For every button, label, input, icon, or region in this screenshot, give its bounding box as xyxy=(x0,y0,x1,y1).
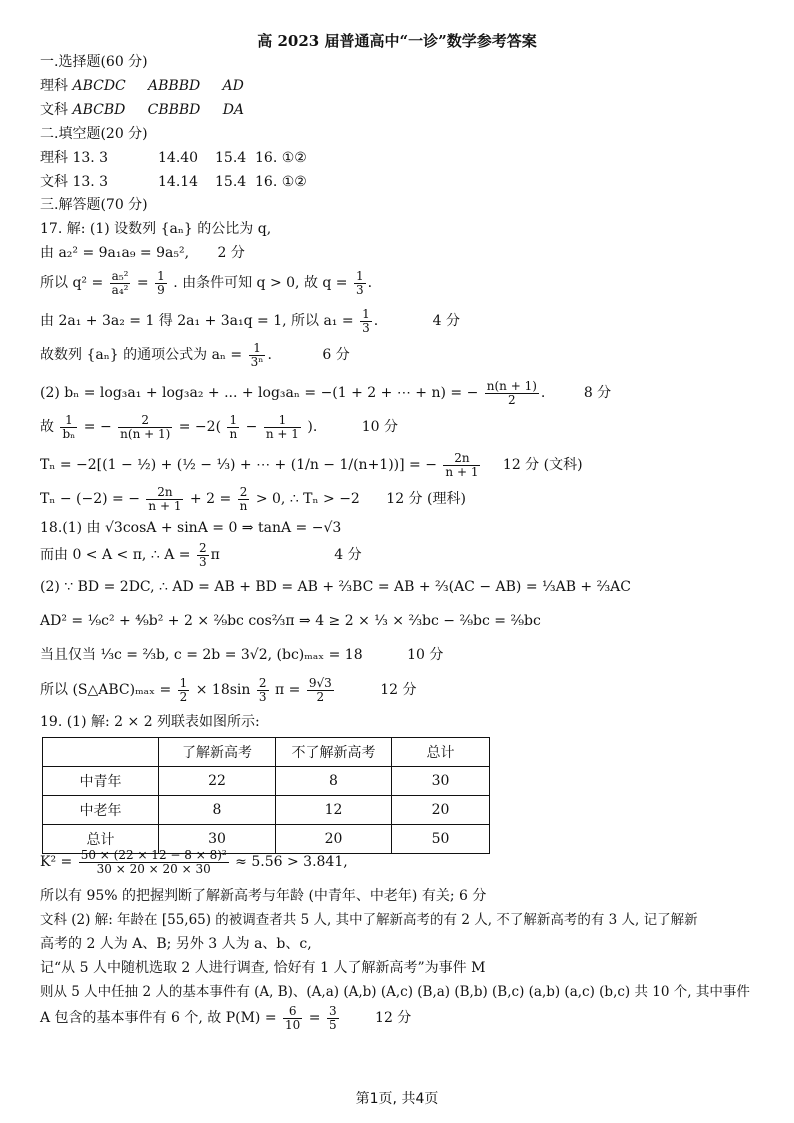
denominator: 3 xyxy=(198,554,207,569)
text: ≈ 5.56 > 3.841, xyxy=(235,854,348,870)
denominator: 2 xyxy=(316,689,325,704)
denominator: n xyxy=(229,426,238,441)
denominator: 30 × 20 × 20 × 30 xyxy=(96,861,211,876)
score: 8 分 xyxy=(583,385,612,401)
fraction xyxy=(307,677,334,704)
numerator: 2 xyxy=(258,675,267,690)
numerator: 1 xyxy=(179,675,188,690)
denominator: 10 xyxy=(285,1017,301,1032)
fraction xyxy=(197,542,209,569)
score: 12 分 (理科) xyxy=(386,491,466,507)
fraction xyxy=(354,270,366,297)
text: π xyxy=(210,547,220,563)
score: 12 分 (文科) xyxy=(502,457,583,473)
fraction xyxy=(155,270,167,297)
q19-line-2: 所以有 95% 的把握判断了解新高考与年龄 (中青年、中老年) 有关; 6 分 xyxy=(40,888,487,904)
table-cell: 20 xyxy=(276,825,392,854)
fraction xyxy=(60,414,77,441)
fraction xyxy=(443,452,480,479)
numerator: 2n xyxy=(146,486,183,500)
q17-line-8 xyxy=(40,450,583,480)
numerator: 2 xyxy=(238,486,250,500)
text: − xyxy=(245,419,258,435)
q17-line-6: (2) bₙ = log₃a₁ + log₃a₂ + ... + log₃aₙ = −(1 + 2 + ⋯ + n) = − $\frac{n(n + 1)}{2}$ . 8 分 xyxy=(40,378,612,407)
text: = − xyxy=(83,419,112,435)
score: 2 分 xyxy=(217,245,245,261)
q19-line-6: 则从 5 人中任抽 2 人的基本事件有 (A, B)、(A,a) (A,b) (A,c) (B,a) (B,b) (B,c) (a,b) (a,c) (b,c) 共 10 个, 其中事件 xyxy=(40,984,750,1000)
table-cell: 8 xyxy=(159,796,276,825)
table-row xyxy=(43,796,490,825)
fraction xyxy=(118,414,172,441)
denominator: 3 xyxy=(258,689,267,704)
text: A 包含的基本事件有 6 个, 故 P(M) = xyxy=(40,1010,277,1026)
score: 4 分 xyxy=(334,547,362,563)
numerator: 9√3 xyxy=(308,675,332,690)
denominator: n xyxy=(239,498,248,513)
text: (2) bₙ = log₃a₁ + log₃a₂ + ... + log₃aₙ = −(1 + 2 + ⋯ + n) = − xyxy=(40,385,479,401)
numerator: n(n + 1) xyxy=(486,378,537,393)
denominator: n(n + 1) xyxy=(120,426,171,441)
denominator: 2 xyxy=(508,392,516,407)
numerator: 6 xyxy=(283,1005,302,1019)
text: 而由 0 < A < π, ∴ A = xyxy=(40,547,191,563)
text: 当且仅当 ⅓c = ⅔b, c = 2b = 3√2, (bc)ₘₐₓ = 18 xyxy=(40,647,363,663)
q17-line-1: 17. 解: (1) 设数列 {aₙ} 的公比为 q, xyxy=(40,221,272,237)
answer-group: AD xyxy=(222,78,244,94)
score: 12 分 xyxy=(380,682,417,698)
table-cell: 中老年 xyxy=(43,796,159,825)
denominator: 3 xyxy=(362,320,370,335)
answer-group: CBBBD xyxy=(147,102,201,118)
text: ). xyxy=(307,419,318,435)
numerator: 1 xyxy=(157,268,165,283)
denominator: bₙ xyxy=(62,426,76,441)
table-header-row xyxy=(43,738,490,767)
q19-line-1: 19. (1) 解: 2 × 2 列联表如图所示: xyxy=(40,714,260,730)
text: = xyxy=(308,1010,321,1026)
q17-line-2 xyxy=(40,244,245,262)
numerator: 2 xyxy=(118,414,172,428)
q18-line-1: 18.(1) 由 √3cosA + sinA = 0 ⇒ tanA = −√3 xyxy=(40,520,342,536)
fraction xyxy=(264,414,301,441)
fraction xyxy=(178,677,190,704)
table-row xyxy=(43,767,490,796)
text: > 0, ∴ Tₙ > −2 xyxy=(255,491,360,507)
denominator: 9 xyxy=(157,282,165,297)
fill-answers-li xyxy=(40,149,307,167)
text: 故数列 {aₙ} 的通项公式为 aₙ = xyxy=(40,347,243,363)
numerator: 1 xyxy=(60,414,77,428)
text: 所以 (S△ABC)ₘₐₓ = xyxy=(40,682,172,698)
fraction xyxy=(249,342,266,369)
q17-line-9 xyxy=(40,484,466,514)
answer-group: DA xyxy=(222,102,245,118)
score: 12 分 xyxy=(375,1010,412,1026)
table-cell: 不了解新高考 xyxy=(276,738,392,767)
text: Tₙ = −2[(1 − ½) + (½ − ⅓) + ⋯ + (1/n − 1/(n+1))] = − xyxy=(40,457,437,473)
answer-group: ABCDC xyxy=(72,78,126,94)
denominator: n + 1 xyxy=(445,464,479,479)
table-cell: 了解新高考 xyxy=(159,738,276,767)
answer: 16. ①② xyxy=(255,174,307,190)
q18-line-4: AD² = ¹⁄₉c² + ⁴⁄₉b² + 2 × ²⁄₉bc cos⅔π ⇒ 4 ≥ 2 × ⅓ × ⅔bc − ²⁄₉bc = ²⁄₉bc xyxy=(40,613,541,629)
text: 由 2a₁ + 3a₂ = 1 得 2a₁ + 3a₁q = 1, 所以 a₁ = xyxy=(40,313,354,329)
text: K² = xyxy=(40,854,73,870)
answer: 16. ①② xyxy=(255,150,307,166)
numerator: 1 xyxy=(362,306,370,321)
score: 4 分 xyxy=(432,313,460,329)
q17-line-5: 故数列 {aₙ} 的通项公式为 aₙ = $\frac{1}{\text{3ⁿ}}$ . 6 分 xyxy=(40,340,350,369)
section-heading-fill: 二.填空题(20 分) xyxy=(40,126,148,142)
denominator: a₄² xyxy=(111,282,129,297)
text: = −2( xyxy=(178,419,222,435)
fraction xyxy=(283,1005,302,1032)
fraction xyxy=(360,308,372,335)
text: 故 xyxy=(40,419,54,435)
answer: 15.4 xyxy=(215,174,247,190)
answer: 理科 13. 3 xyxy=(40,150,109,166)
page-title: 高 2023 届普通高中“一诊”数学参考答案 xyxy=(257,32,537,50)
q18-line-2 xyxy=(40,540,362,570)
table-cell: 20 xyxy=(392,796,490,825)
q19-line-5: 记“从 5 人中随机选取 2 人进行调查, 恰好有 1 人了解新高考”为事件 M xyxy=(40,960,486,976)
label: 理科 xyxy=(40,78,68,94)
text: = xyxy=(136,275,149,291)
numerator: 2 xyxy=(198,540,207,555)
q18-line-5 xyxy=(40,646,443,664)
numerator: 1 xyxy=(249,342,266,356)
text: . 由条件可知 q > 0, 故 q = xyxy=(173,275,348,291)
k2-formula xyxy=(40,846,348,878)
q17-line-3: 所以 q² = $\frac{\text{a₅²}}{\text{a₄²}}$ = $\frac{1}{9}$ . 由条件可知 q > 0, 故 q = $\frac{1}{3}$ . xyxy=(40,268,373,297)
table-cell xyxy=(43,738,159,767)
q19-line-7 xyxy=(40,1002,411,1034)
page-footer: 第1页, 共4页 xyxy=(355,1091,439,1107)
numerator: a₅² xyxy=(111,268,129,283)
denominator: 5 xyxy=(328,1017,337,1032)
numerator: 2n xyxy=(443,452,480,466)
fraction xyxy=(79,849,229,876)
answer: 14.14 xyxy=(158,174,199,190)
fraction xyxy=(238,486,250,513)
choice-answers-li xyxy=(40,77,244,95)
denominator: 2 xyxy=(179,689,188,704)
numerator: 1 xyxy=(264,414,301,428)
denominator: 3 xyxy=(355,282,364,297)
table-cell: 中青年 xyxy=(43,767,159,796)
text: 所以 q² = xyxy=(40,275,104,291)
text: Tₙ − (−2) = − xyxy=(40,491,140,507)
score: 6 分 xyxy=(322,347,350,363)
answer: 15.4 xyxy=(215,150,247,166)
table-cell: 总计 xyxy=(43,825,159,854)
fraction xyxy=(227,414,239,441)
score: 10 分 xyxy=(407,647,444,663)
table-cell: 50 xyxy=(392,825,490,854)
numerator: 3 xyxy=(328,1003,337,1018)
table-cell: 8 xyxy=(276,767,392,796)
q18-line-3: (2) ∵ BD = 2DC, ∴ AD = AB + BD = AB + ⅔BC = AB + ⅔(AC − AB) = ⅓AB + ⅔AC xyxy=(40,579,632,595)
denominator: n + 1 xyxy=(148,498,182,513)
text: × 18sin xyxy=(195,682,251,698)
q19-line-3: 文科 (2) 解: 年龄在 [55,65) 的被调查者共 5 人, 其中了解新高考的有 2 人, 不了解新高考的有 3 人, 记了解新 xyxy=(40,912,698,928)
text: π = xyxy=(274,682,301,698)
denominator: 3ⁿ xyxy=(250,354,264,369)
numerator: 50 × (22 × 12 − 8 × 8)² xyxy=(80,847,227,862)
score: 10 分 xyxy=(361,419,398,435)
answer: 14.40 xyxy=(158,150,199,166)
text: + 2 = xyxy=(189,491,232,507)
table-cell: 总计 xyxy=(392,738,490,767)
numerator: 1 xyxy=(355,268,364,283)
denominator: n + 1 xyxy=(265,426,299,441)
q19-line-4: 高考的 2 人为 A、B; 另外 3 人为 a、b、c, xyxy=(40,936,312,952)
q17-line-4: 由 2a₁ + 3a₂ = 1 得 2a₁ + 3a₁q = 1, 所以 a₁ = $\frac{1}{3}$ . 4 分 xyxy=(40,306,460,335)
answer-group: ABBBD xyxy=(148,78,201,94)
fraction xyxy=(257,677,269,704)
section-heading-choice: 一.选择题(60 分) xyxy=(40,54,148,70)
answer-group: ABCBD xyxy=(72,102,126,118)
choice-answers-wen xyxy=(40,101,244,119)
label: 文科 xyxy=(40,102,68,118)
table-cell: 30 xyxy=(159,825,276,854)
fraction xyxy=(146,486,183,513)
q18-line-6 xyxy=(40,674,416,706)
table-cell: 30 xyxy=(392,767,490,796)
section-heading-solve: 三.解答题(70 分) xyxy=(40,197,148,213)
fraction xyxy=(110,270,131,297)
fraction xyxy=(327,1005,339,1032)
formula: 由 a₂² = 9a₁a₉ = 9a₅², xyxy=(40,245,190,261)
table-cell: 22 xyxy=(159,767,276,796)
q17-line-7 xyxy=(40,412,398,442)
answer: 文科 13. 3 xyxy=(40,174,109,190)
fill-answers-wen xyxy=(40,173,307,191)
numerator: 1 xyxy=(227,414,239,428)
contingency-table xyxy=(42,737,490,854)
table-cell: 12 xyxy=(276,796,392,825)
fraction xyxy=(485,380,539,407)
